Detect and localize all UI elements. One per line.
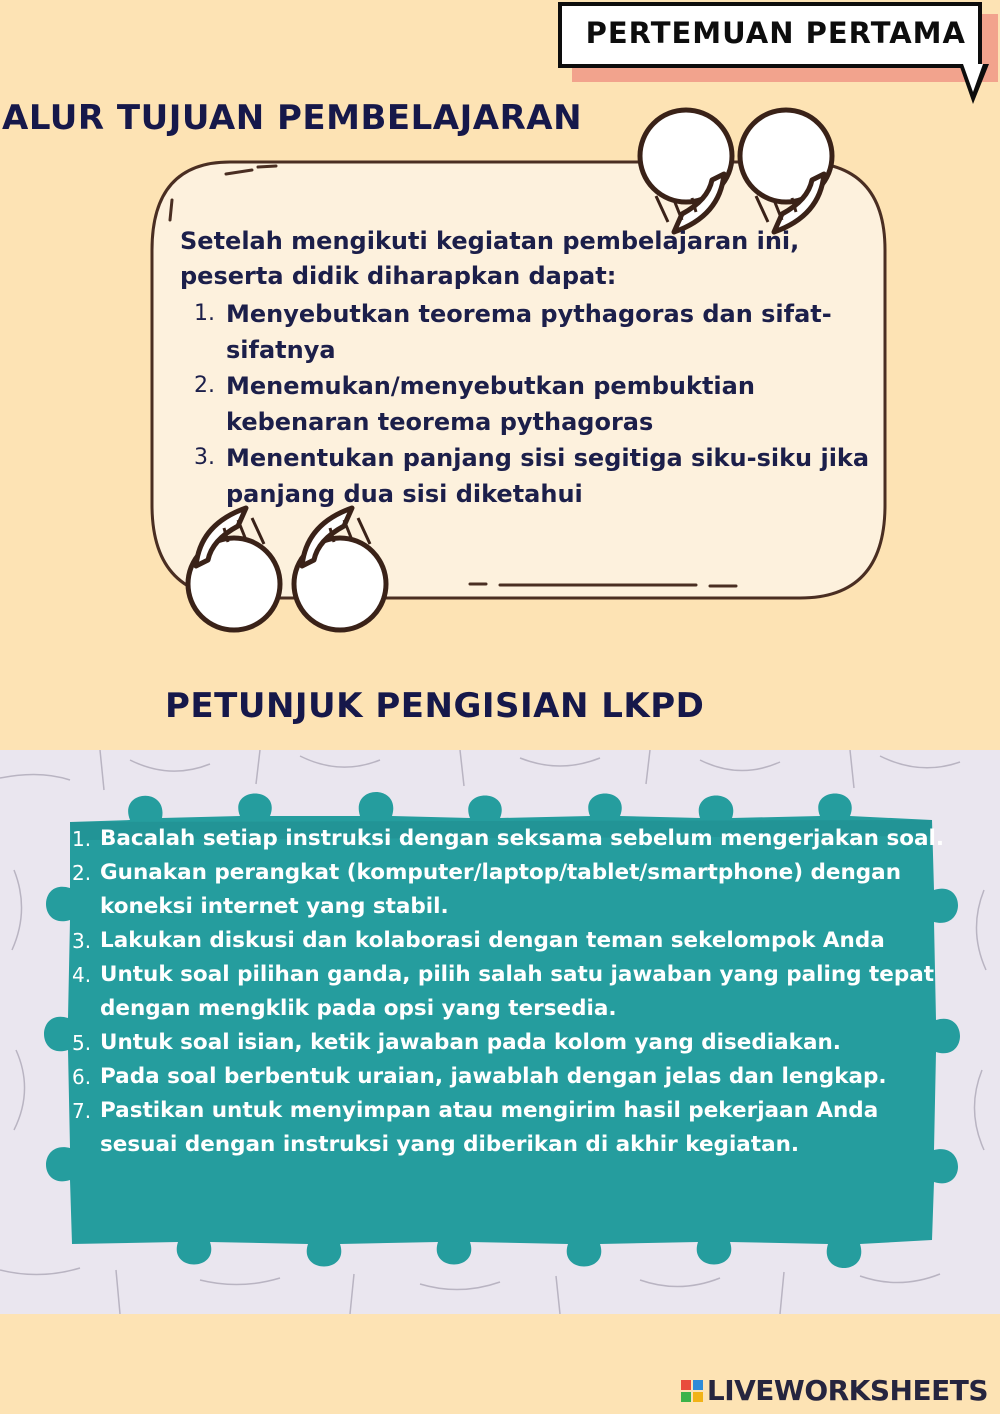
list-item: 5. Untuk soal isian, ketik jawaban pada kolom yang disediakan. [72,1030,841,1055]
list-item: 1. Menyebutkan teorema pythagoras dan sifat-sifatnya [194,300,832,364]
list-item: 4. Untuk soal pilihan ganda, pilih salah satu jawaban yang paling tepat dengan mengklik pada opsi yang tersedia. [72,962,935,1021]
list-item: 3. Lakukan diskusi dan kolaborasi dengan teman sekelompok Anda [72,928,885,953]
list-item: 3. Menentukan panjang sisi segitiga siku-siku jika panjang dua sisi diketahui [194,444,870,508]
list-item: 1. Bacalah setiap instruksi dengan seksama sebelum mengerjakan soal. [72,826,945,851]
list-item: 2. Menemukan/menyebutkan pembuktian kebenaran teorema pythagoras [194,372,755,436]
list-item: 6. Pada soal berbentuk uraian, jawablah dengan jelas dan lengkap. [72,1064,887,1089]
header-tag-label: PERTEMUAN PERTAMA [585,16,966,50]
learning-goals-intro: Setelah mengikuti kegiatan pembelajaran ini, peserta didik diharapkan dapat: [180,227,800,290]
section-title-learning-goals: ALUR TUJUAN PEMBELAJARAN [2,98,583,138]
learning-goals-list [180,296,880,512]
list-item: 7. Pastikan untuk menyimpan atau mengirim hasil pekerjaan Anda sesuai dengan instruksi yang diberikan di akhir kegiatan. [72,1098,879,1157]
brand-name: LIVEWORKSHEETS [706,1374,988,1407]
learning-goals-content [180,224,880,512]
section-title-instructions: PETUNJUK PENGISIAN LKPD [165,686,705,726]
brand-footer[interactable] [681,1374,988,1407]
instruction-list [72,822,946,1162]
liveworksheets-logo-icon [681,1380,703,1402]
list-item: 2. Gunakan perangkat (komputer/laptop/tablet/smartphone) dengan koneksi internet yang stabil. [72,860,902,919]
